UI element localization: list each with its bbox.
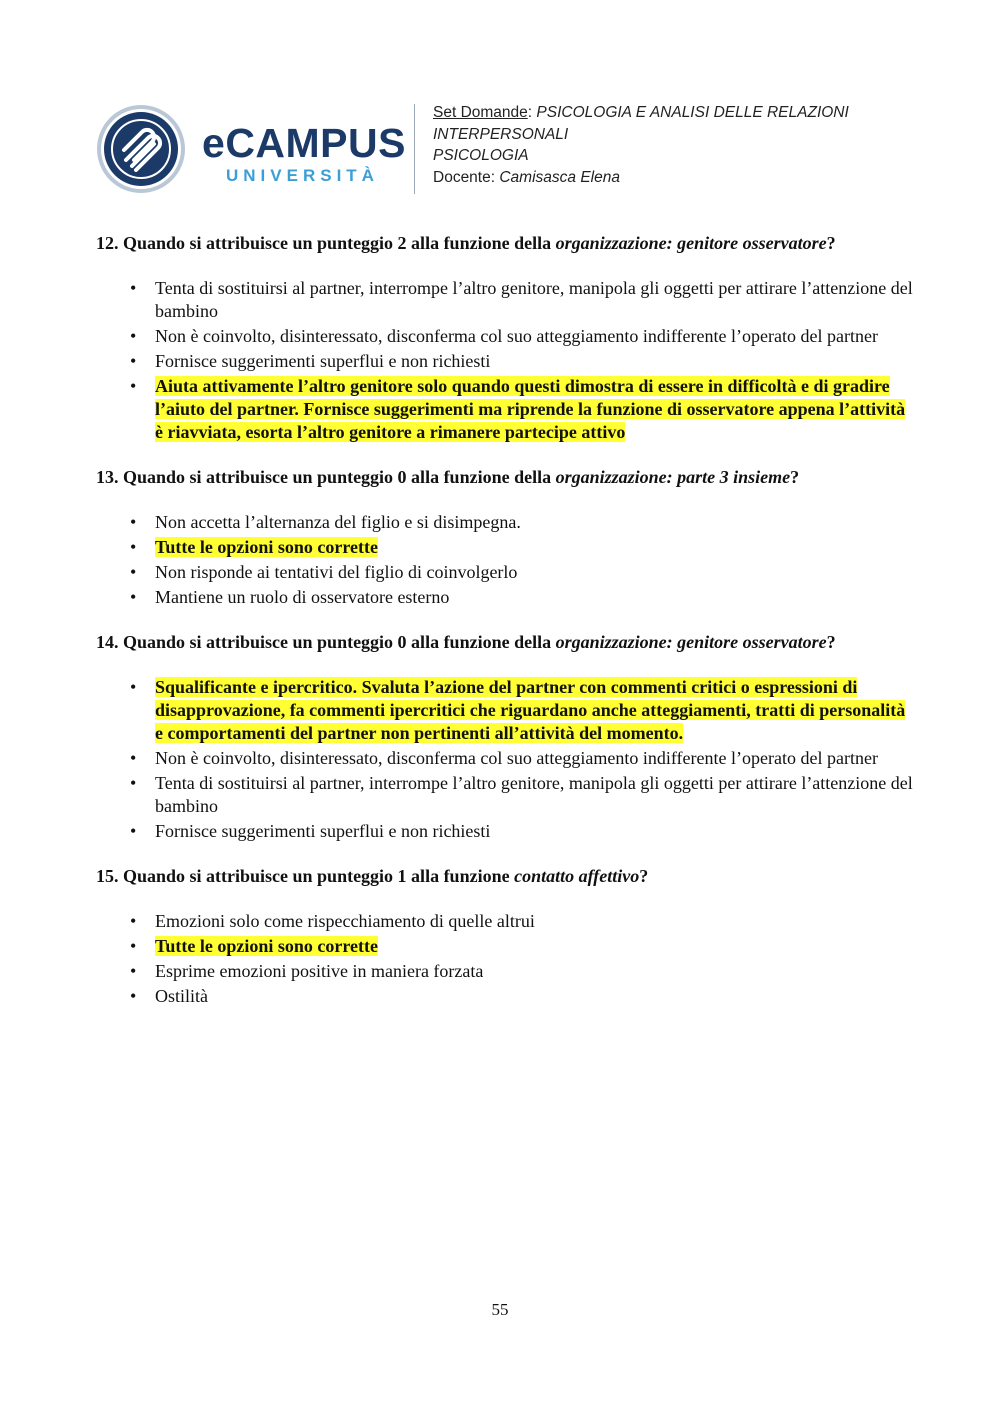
bullet-icon: • xyxy=(130,911,137,931)
option-item: • Fornisce suggerimenti superflui e non richiesti xyxy=(130,351,491,371)
option-item: • Non è coinvolto, disinteressato, disconferma col suo atteggiamento indifferente l’operato del partner xyxy=(130,326,878,346)
bullet-icon: • xyxy=(130,376,137,396)
option-item: • Tenta di sostituirsi al partner, interrompe l’altro genitore, manipola gli oggetti per attirare l’attenzione del bambino xyxy=(130,773,913,816)
bullet-icon: • xyxy=(130,326,137,346)
bullet-icon: • xyxy=(130,278,137,298)
docente-line: Docente: Camisasca Elena xyxy=(433,168,620,186)
brand-name: eCAMPUS xyxy=(202,120,406,166)
ecampus-wordmark xyxy=(202,122,406,186)
set-domande-line: Set Domande: PSICOLOGIA E ANALISI DELLE RELAZIONI INTERPERSONALI xyxy=(433,104,849,143)
option-item: • Tenta di sostituirsi al partner, interrompe l’altro genitore, manipola gli oggetti per attirare l’attenzione del bambino xyxy=(130,278,913,321)
bullet-icon: • xyxy=(130,512,137,532)
bullet-icon: • xyxy=(130,677,137,697)
question-title: 14. Quando si attribuisce un punteggio 0 alla funzione della organizzazione: genitore osservatore? xyxy=(96,632,836,652)
question-title: 12. Quando si attribuisce un punteggio 2 alla funzione della organizzazione: genitore osservatore? xyxy=(96,233,836,253)
bullet-icon: • xyxy=(130,748,137,768)
option-item-correct: • Tutte le opzioni sono corrette xyxy=(130,537,378,557)
option-item: • Ostilità xyxy=(130,986,208,1006)
options-list xyxy=(96,676,916,843)
header-info xyxy=(433,102,913,188)
question-block xyxy=(96,631,916,843)
option-item: • Fornisce suggerimenti superflui e non richiesti xyxy=(130,821,491,841)
bullet-icon: • xyxy=(130,936,137,956)
bullet-icon: • xyxy=(130,773,137,793)
option-item-correct: • Squalificante e ipercritico. Svaluta l’azione del partner con commenti critici o espressioni di disapprovazione, fa commenti ipercritici che riguardano anche atteggiamenti, tratti di personalità e comportamenti del partner non pertinenti all’attività del momento. xyxy=(130,677,906,743)
ecampus-logo-seal xyxy=(96,104,186,194)
option-item: • Emozioni solo come rispecchiamento di quelle altrui xyxy=(130,911,535,931)
question-block xyxy=(96,232,916,444)
bullet-icon: • xyxy=(130,961,137,981)
bullet-icon: • xyxy=(130,351,137,371)
bullet-icon: • xyxy=(130,562,137,582)
bullet-icon: • xyxy=(130,986,137,1006)
page-number: 55 xyxy=(491,1300,509,1319)
option-item-correct: • Aiuta attivamente l’altro genitore solo quando questi dimostra di essere in difficoltà e di gradire l’aiuto del partner. Fornisce suggerimenti ma riprende la funzione di osservatore appena l’attività è riavviata, esorta l’altro genitore a rimanere partecipe attivo xyxy=(130,376,906,442)
options-list xyxy=(96,511,916,609)
option-item: • Non accetta l’alternanza del figlio e si disimpegna. xyxy=(130,512,521,532)
options-list xyxy=(96,910,916,1008)
bullet-icon: • xyxy=(130,537,137,557)
question-block xyxy=(96,466,916,609)
bullet-icon: • xyxy=(130,821,137,841)
page-header xyxy=(96,98,916,198)
brand-subtitle: UNIVERSITÀ xyxy=(226,166,379,185)
questions-content xyxy=(96,232,916,1030)
bullet-icon: • xyxy=(130,587,137,607)
option-item: • Non è coinvolto, disinteressato, disconferma col suo atteggiamento indifferente l’operato del partner xyxy=(130,748,878,768)
option-item: • Mantiene un ruolo di osservatore esterno xyxy=(130,587,450,607)
question-title: 15. Quando si attribuisce un punteggio 1 alla funzione contatto affettivo? xyxy=(96,866,649,886)
question-block xyxy=(96,865,916,1008)
options-list xyxy=(96,277,916,444)
option-item-correct: • Tutte le opzioni sono corrette xyxy=(130,936,378,956)
option-item: • Esprime emozioni positive in maniera forzata xyxy=(130,961,484,981)
subject-line: PSICOLOGIA xyxy=(433,147,529,164)
option-item: • Non risponde ai tentativi del figlio di coinvolgerlo xyxy=(130,562,518,582)
header-divider xyxy=(414,104,415,194)
question-title: 13. Quando si attribuisce un punteggio 0 alla funzione della organizzazione: parte 3 insieme? xyxy=(96,467,800,487)
